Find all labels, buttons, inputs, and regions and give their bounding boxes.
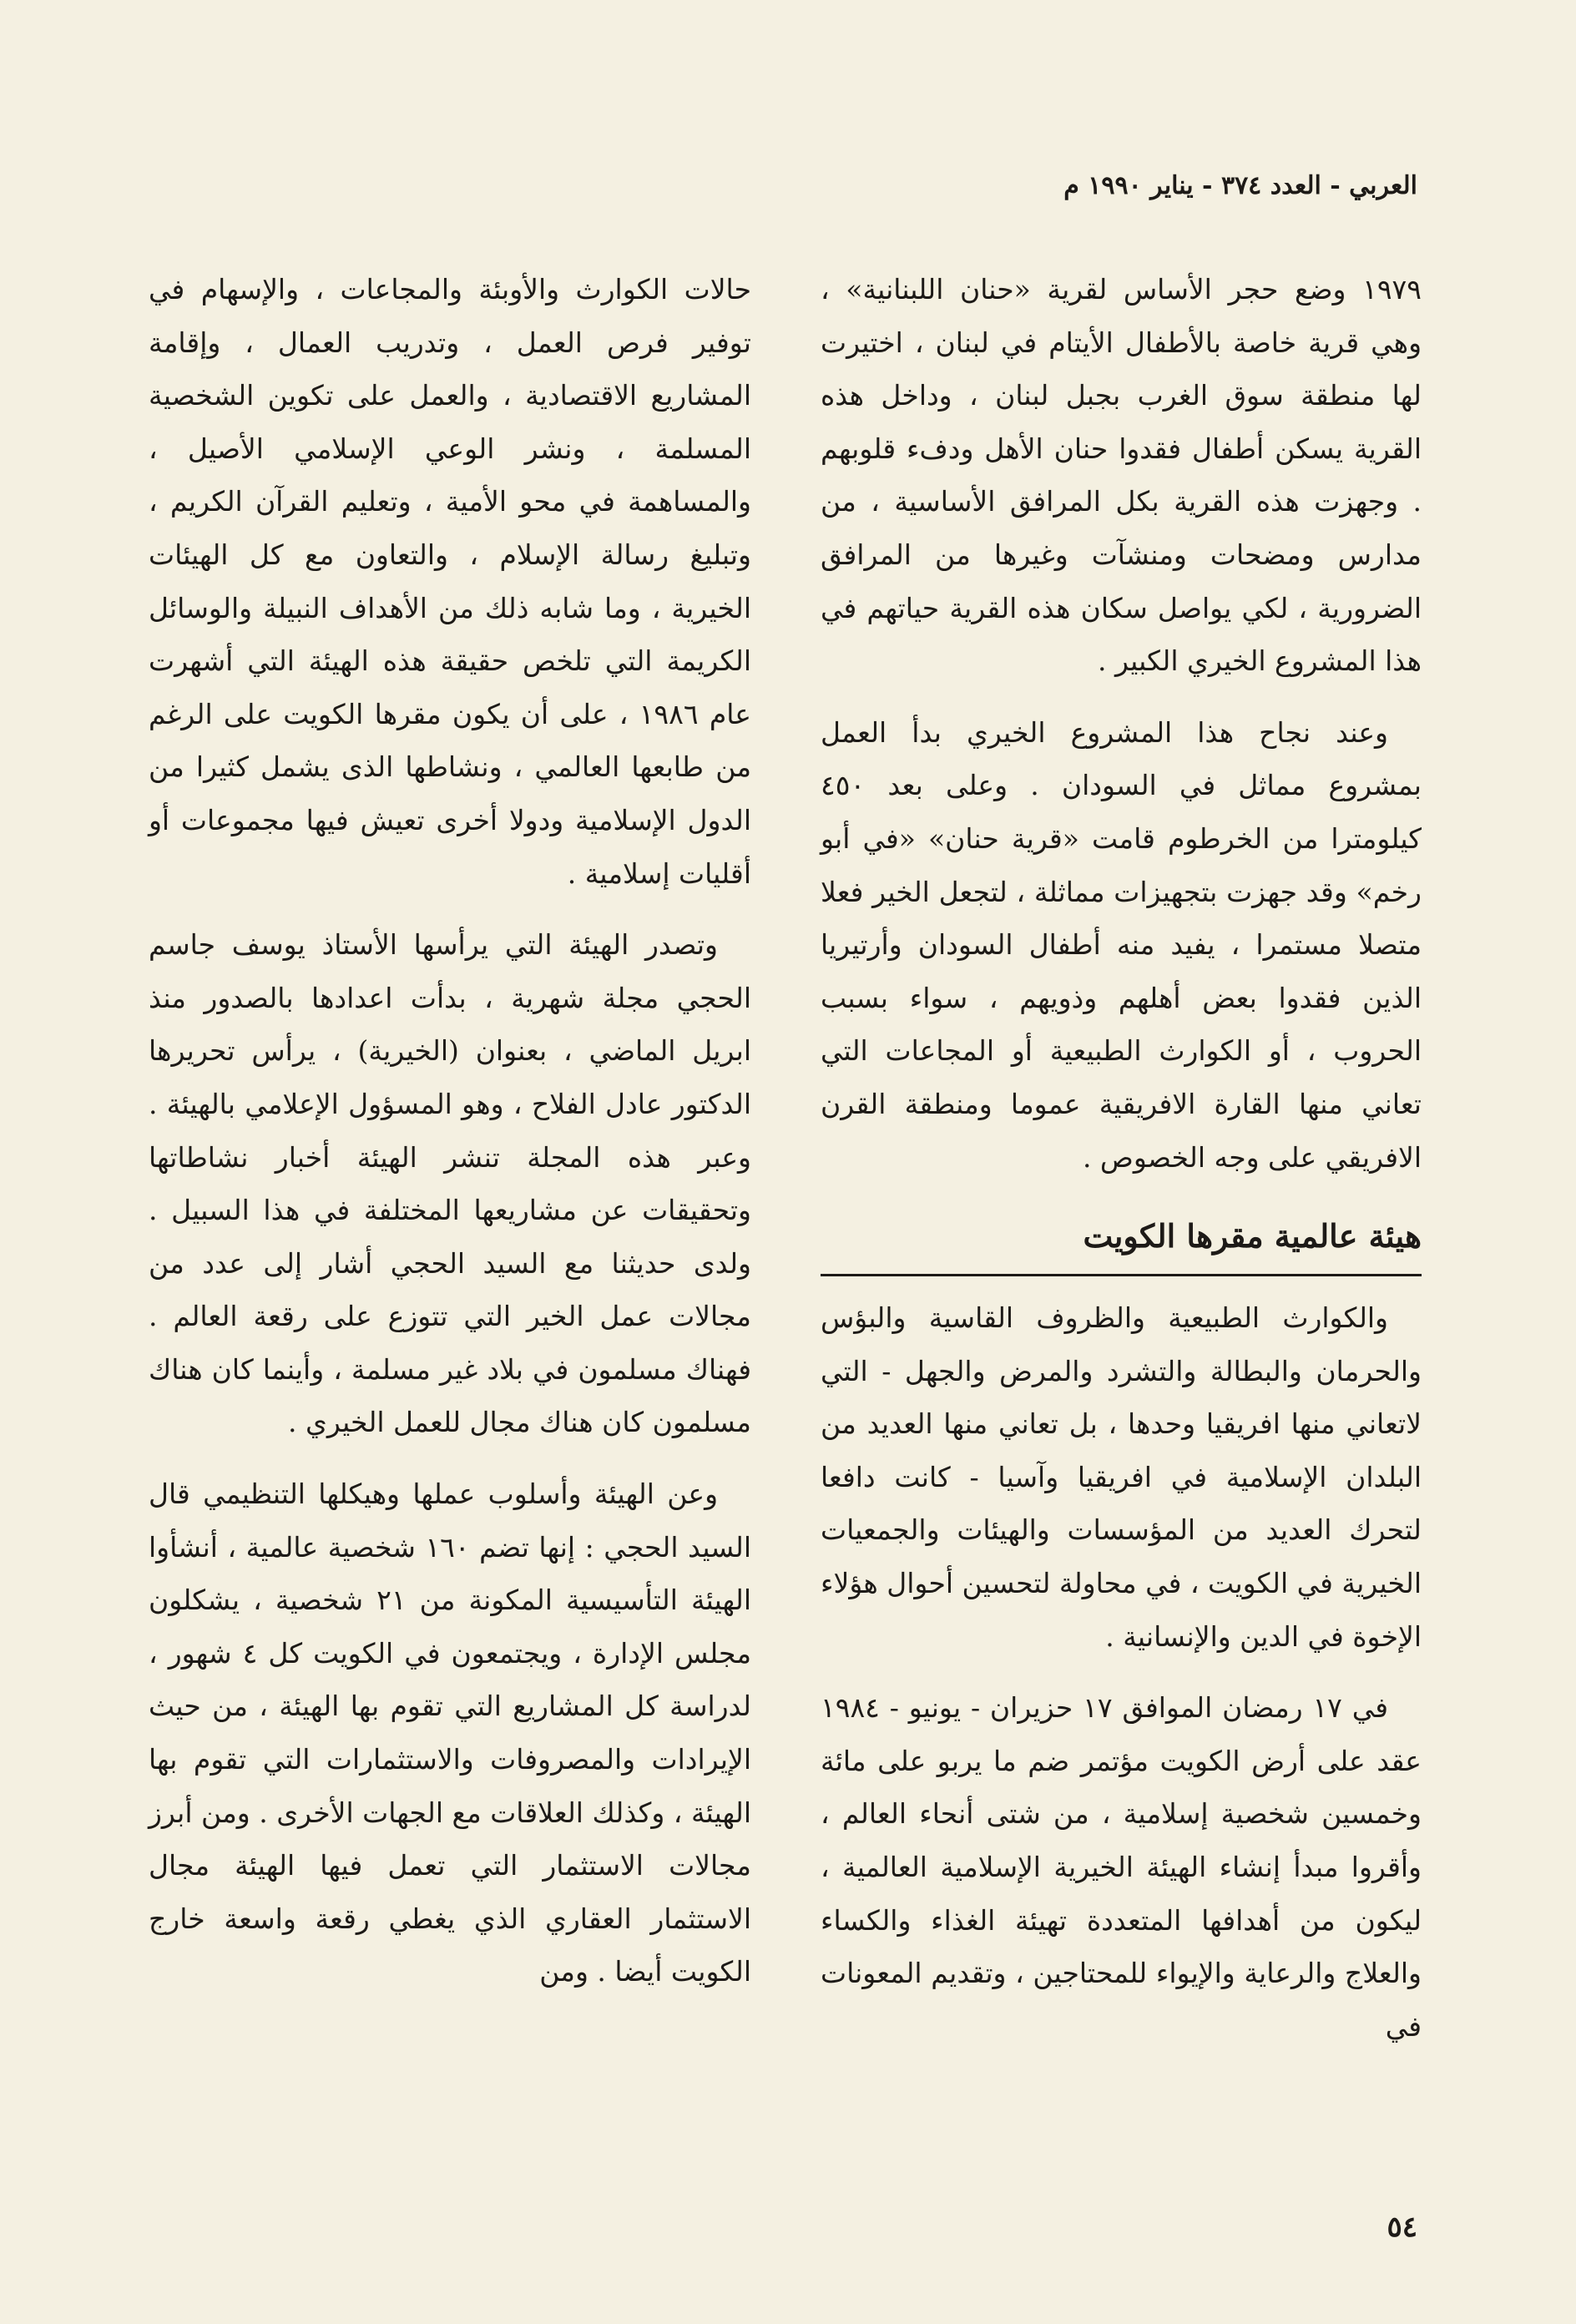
paragraph-gap (821, 688, 1422, 706)
article-paragraph: في ١٧ رمضان الموافق ١٧ حزيران - يونيو - ١٩٨٤ عقد على أرض الكويت مؤتمر ضم ما يربو على مائة وخمسين شخصية إسلامية ، من شتى أنحاء العالم ، وأقروا مبدأ إنشاء الهيئة الخيرية الإسلامية العالمية ، ليكون من أهدافها المتعددة تهيئة الغذاء والكساء والعلاج والرعاية والإيواء للمحتاجين ، وتقديم المعونات في (821, 1691, 1422, 2043)
left-column (149, 263, 751, 1998)
paragraph-gap (821, 1663, 1422, 1681)
article-paragraph: وعند نجاح هذا المشروع الخيري بدأ العمل بمشروع مماثل في السودان . وعلى بعد ٤٥٠ كيلومترا من الخرطوم قامت «قرية حنان» «في أبو رخم» وقد جهزت بتجهيزات مماثلة ، لتجعل الخير فعلا متصلا مستمرا ، يفيد منه أطفال السودان وأرتيريا الذين فقدوا بعض أهلهم وذويهم ، سواء بسبب الحروب ، أو الكوارث الطبيعية أو المجاعات التي تعاني منها القارة الافريقية عموما ومنطقة القرن الافريقي على وجه الخصوص . (821, 715, 1422, 1174)
article-paragraph: وتصدر الهيئة التي يرأسها الأستاذ يوسف جاسم الحجي مجلة شهرية ، بدأت اعدادها بالصدور منذ ابريل الماضي ، بعنوان (الخيرية) ، يرأس تحريرها الدكتور عادل الفلاح ، وهو المسؤول الإعلامي بالهيئة . وعبر هذه المجلة تنشر الهيئة أخبار نشاطاتها وتحقيقات عن مشاريعها المختلفة في هذا السبيل . ولدى حديثنا مع السيد الحجي أشار إلى عدد من مجالات عمل الخير التي تتوزع على رقعة العالم . فهناك مسلمون في بلاد غير مسلمة ، وأينما كان هناك مسلمون كان هناك مجال للعمل الخيري . (149, 928, 751, 1439)
running-head: العربي - العدد ٣٧٤ - يناير ١٩٩٠ م (1063, 171, 1417, 200)
section-heading: هيئة عالمية مقرها الكويت (821, 1207, 1422, 1276)
article-paragraph: حالات الكوارث والأوبئة والمجاعات ، والإسهام في توفير فرص العمل ، وتدريب العمال ، وإقامة المشاريع الاقتصادية ، والعمل على تكوين الشخصية المسلمة ، ونشر الوعي الإسلامي الأصيل ، والمساهمة في محو الأمية ، وتعليم القرآن الكريم ، وتبليغ رسالة الإسلام ، والتعاون مع كل الهيئات الخيرية ، وما شابه ذلك من الأهداف النبيلة والوسائل الكريمة التي تلخص حقيقة هذه الهيئة التي أشهرت عام ١٩٨٦ ، على أن يكون مقرها الكويت على الرغم من طابعها العالمي ، ونشاطها الذى يشمل كثيرا من الدول الإسلامية ودولا أخرى تعيش فيها مجموعات أو أقليات إسلامية . (149, 273, 751, 890)
right-column (821, 263, 1422, 2053)
paragraph-gap (149, 900, 751, 918)
page-number: ٥٤ (1387, 2210, 1417, 2244)
article-paragraph: والكوارث الطبيعية والظروف القاسية والبؤس والحرمان والبطالة والتشرد والمرض والجهل - التي لاتعاني منها افريقيا وحدها ، بل تعاني منها العديد من البلدان الإسلامية في افريقيا وآسيا - كانت دافعا لتحرك العديد من المؤسسات والهيئات والجمعيات الخيرية في الكويت ، في محاولة لتحسين أحوال هؤلاء الإخوة في الدين والإنسانية . (821, 1301, 1422, 1653)
article-paragraph: ١٩٧٩ وضع حجر الأساس لقرية «حنان اللبنانية» ، وهي قرية خاصة بالأطفال الأيتام في لبنان ، اختيرت لها منطقة سوق الغرب بجبل لبنان ، وداخل هذه القرية يسكن أطفال فقدوا حنان الأهل ودفء قلوبهم . وجهزت هذه القرية بكل المرافق الأساسية ، من مدارس ومضحات ومنشآت وغيرها من المرافق الضرورية ، لكي يواصل سكان هذه القرية حياتهم في هذا المشروع الخيري الكبير . (821, 273, 1422, 678)
paragraph-gap (149, 1449, 751, 1468)
article-paragraph: وعن الهيئة وأسلوب عملها وهيكلها التنظيمي قال السيد الحجي : إنها تضم ١٦٠ شخصية عالمية ، أنشأوا الهيئة التأسيسية المكونة من ٢١ شخصية ، يشكلون مجلس الإدارة ، ويجتمعون في الكويت كل ٤ شهور ، لدراسة كل المشاريع التي تقوم بها الهيئة ، من حيث الإيرادات والمصروفات والاستثمارات التي تقوم بها الهيئة ، وكذلك العلاقات مع الجهات الأخرى . ومن أبرز مجالات الاستثمار التي تعمل فيها الهيئة مجال الاستثمار العقاري الذي يغطي رقعة واسعة خارج الكويت أيضا . ومن (149, 1478, 751, 1988)
